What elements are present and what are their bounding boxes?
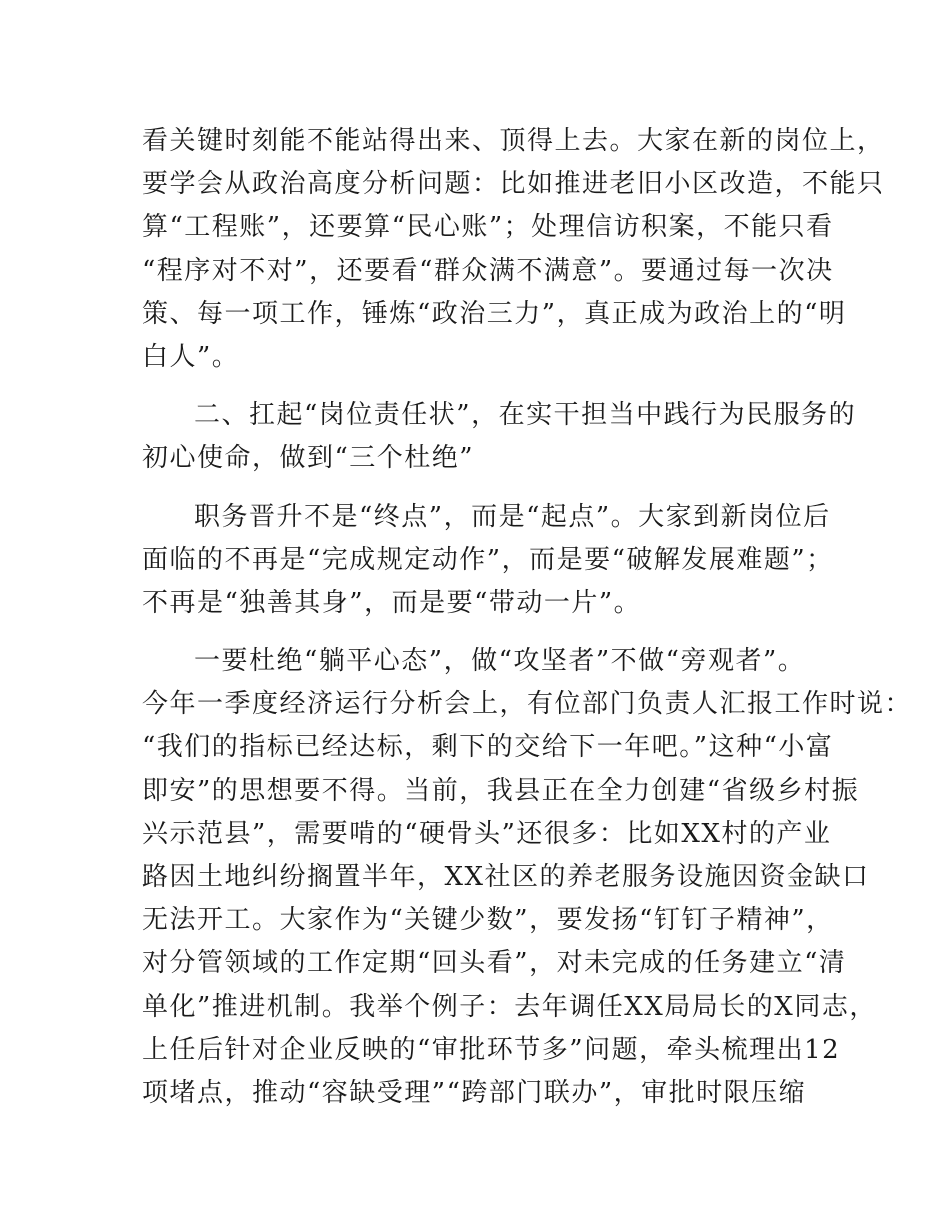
paragraph-line: 无法开工。大家作为“关键少数”，要发扬“钉钉子精神”， — [142, 905, 834, 936]
paragraph-line: 不再是“独善其身”，而是要“带动一片”。 — [142, 587, 642, 618]
heading-line: 二、扛起“岗位责任状”，在实干担当中践行为民服务的 — [194, 400, 857, 431]
paragraph-gap — [142, 379, 832, 394]
section-heading-2 — [142, 394, 857, 480]
paragraph-1 — [142, 120, 885, 379]
paragraph-line: 兴示范县”，需要啃的“硬骨头”还很多：比如XX村的产业 — [142, 818, 832, 849]
paragraph-line: 白人”。 — [142, 341, 240, 372]
paragraph-line: “程序对不对”，还要看“群众满不满意”。要通过每一次决 — [142, 255, 834, 286]
paragraph-line: 面临的不再是“完成规定动作”，而是要“破解发展难题”； — [142, 544, 834, 575]
paragraph-line: 要学会从政治高度分析问题：比如推进老旧小区改造，不能只 — [142, 169, 885, 200]
paragraph-line: “我们的指标已经达标，剩下的交给下一年吧。”这种“小富 — [142, 732, 834, 763]
paragraph-line: 路因土地纠纷搁置半年，XX社区的养老服务设施因资金缺口 — [142, 862, 870, 892]
paragraph-line: 一要杜绝“躺平心态”，做“攻坚者”不做“旁观者”。 — [194, 646, 806, 677]
heading-line: 初心使命，做到“三个杜绝” — [142, 443, 475, 474]
paragraph-gap — [142, 625, 832, 640]
paragraph-line: 策、每一项工作，锤炼“政治三力”，真正成为政治上的“明 — [142, 298, 847, 329]
paragraph-line: 单化”推进机制。我举个例子：去年调任XX局局长的X同志， — [142, 991, 877, 1022]
paragraph-line: 算“工程账”，还要算“民心账”；处理信访积案，不能只看 — [142, 212, 834, 243]
paragraph-line: 即安”的思想要不得。当前，我县正在全力创建“省级乡村振 — [142, 775, 860, 806]
paragraph-line: 上任后针对企业反映的“审批环节多”问题，牵头梳理出12 — [142, 1034, 841, 1065]
paragraph-line: 职务晋升不是“终点”，而是“起点”。大家到新岗位后 — [194, 501, 831, 532]
paragraph-line: 看关键时刻能不能站得出来、顶得上去。大家在新的岗位上， — [142, 126, 885, 156]
paragraph-line: 对分管领域的工作定期“回头看”，对未完成的任务建立“清 — [142, 948, 847, 979]
paragraph-3 — [142, 640, 913, 1115]
paragraph-line: 今年一季度经济运行分析会上，有位部门负责人汇报工作时说： — [142, 689, 913, 720]
document-body — [142, 120, 913, 1115]
paragraph-line: 项堵点，推动“容缺受理”“跨部门联办”，审批时限压缩 — [142, 1077, 807, 1108]
paragraph-2 — [142, 496, 832, 626]
paragraph-gap — [142, 481, 832, 496]
